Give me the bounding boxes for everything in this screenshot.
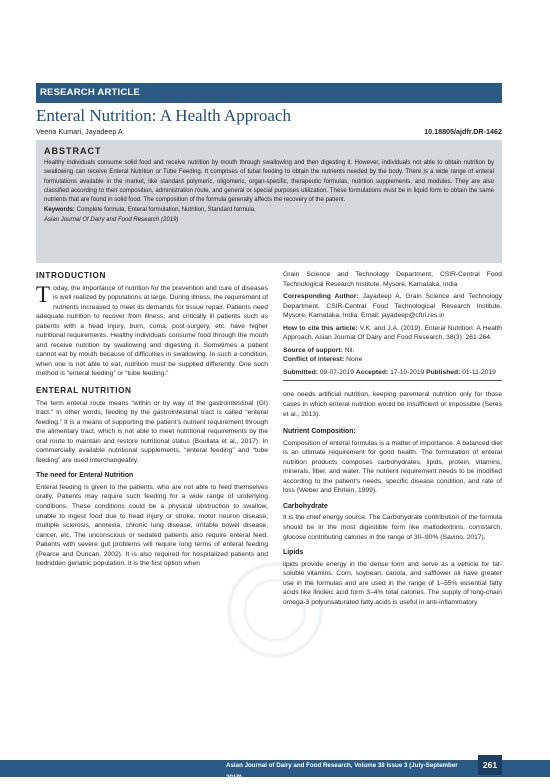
citation bbox=[283, 324, 502, 343]
right-column bbox=[283, 270, 502, 607]
abstract-journal: Asian Journal Of Dairy and Food Research (2019) bbox=[44, 216, 179, 223]
lipids-heading: Lipids bbox=[283, 549, 304, 557]
conflict-label: Conflict of interest: bbox=[283, 356, 345, 364]
need-heading: The need for Enteral Nutrition bbox=[36, 472, 134, 480]
footer-journal-line: Asian Journal of Dairy and Food Research, Volume 38 Issue 3 (July-September 2019) bbox=[226, 762, 458, 781]
doi-label: 10.18805/ajdfr.DR-1462 bbox=[424, 127, 502, 136]
submitted-label: Submitted: bbox=[283, 368, 318, 376]
article-metadata bbox=[283, 270, 502, 381]
conflict-text: None bbox=[346, 356, 363, 364]
drop-cap: T bbox=[36, 281, 51, 307]
accepted-label: Accepted: bbox=[355, 368, 389, 376]
accepted-date: 17-10-2019 bbox=[390, 368, 425, 376]
need-text: Enteral feeding is given to the patients, who are not able to feed themselves orally. Patients may require such feeding for a wide range of underlying conditions. These conditions could be a physical obstruction to swallow, unable to ingest food due to head injury or stroke, motor neuron disease, multiple sclerosis, anorexia, chronic lung disease, irritable bowel disease, cancer, etc. The unconscious or sedated patients also require enteral feed. Patients with severe gut problems will require long terms of enteral feeding (Pearce and Duncan, 2002). It is also required for hospitalized patients and bedridden geriatric population. It is the first option when bbox=[36, 483, 268, 568]
continued-text: one needs artificial nutrition, keeping parenteral nutrition only for those cases in which enteral nutrition would be insufficient or impossible (Seres et al., 2013). bbox=[283, 391, 502, 418]
affiliation: Grain Science and Technology Department, CSIR-Central Food Technological Research Institute, Mysore, Karnataka, India bbox=[283, 271, 502, 288]
abstract-box bbox=[36, 140, 502, 263]
introduction-text: oday, the importance of nutrition for the prevention and cure of diseases is well realized by populations at large. During illness, the requirement of nutrients increased to meet its demands for tissue repair. Patients need adequate nutrition to recover from illness, and critically ill patients such as patients with a head injury, burn, coma, post-surgery, etc. have higher nutritional requirements. Healthy individuals consume food through the mouth and receive nutrition by swallowing and digesting it. Sometimes a patient cannot eat by mouth because of difficulties in swallowing. In such a condition, when one is not able to eat, nutrition must be supplied differently. One such method is “enteral feeding” or “tube feeding.” bbox=[36, 284, 268, 378]
corresponding-author bbox=[283, 292, 502, 321]
enteral-nutrition-heading: ENTERAL NUTRITION bbox=[36, 386, 132, 396]
carbohydrate-heading: Carbohydrate bbox=[283, 502, 328, 510]
article-type-banner: RESEARCH ARTICLE bbox=[36, 83, 502, 103]
article-title: Enteral Nutrition: A Health Approach bbox=[36, 106, 291, 125]
carbohydrate-text: It is the chief energy source. The Carbohydrate contribution of the formula should be in the most digestible form like maltodextrins, cornstarch, glucose contributing calories in the range of 30–90% (Savino, 2017). bbox=[283, 514, 502, 541]
submission-dates bbox=[283, 368, 502, 378]
support-label: Source of support: bbox=[283, 346, 343, 354]
cite-label: How to cite this article: bbox=[283, 324, 358, 332]
source-of-support bbox=[283, 346, 502, 356]
enteral-nutrition-text: The term enteral route means “within or by way of the gastrointestinal (GI) tract.” In other words, feeding by the gastrointestinal tract is called “enteral feeding.” It is a means of supporting the patient’s nutrient requirement through the alimentary tract, which is not able to meet nutritional requirements by the oral route to maintain and restore nutritional status (Boullata et al., 2017). In commercially available nutritional supplements, “enteral feeding” and “tube feeding” are used interchangeably. bbox=[36, 399, 268, 464]
support-text: Nil. bbox=[344, 346, 355, 354]
keywords-line bbox=[44, 206, 494, 215]
submitted-date: 09-07-2019 bbox=[319, 368, 354, 376]
composition-heading: Nutrient Composition: bbox=[283, 428, 356, 436]
lipids-text: lipids provide energy in the dense form and serve as a vehicle for fat-soluble vitamins. Corn, soybean, canola, and safflower oil have greater use in the formulas and are used in the range of 1–55% essential fatty acids like linoleic acid form 3–4% total calories. The supply of long-chain omega-3 polyunsaturated fatty acids is useful in anti-inflammatory bbox=[283, 560, 502, 606]
corresponding-label: Corresponding Author: bbox=[283, 293, 359, 301]
left-column bbox=[36, 271, 268, 569]
page-number: 261 bbox=[478, 755, 502, 775]
introduction-paragraph bbox=[36, 281, 268, 379]
introduction-heading: INTRODUCTION bbox=[36, 271, 106, 280]
composition-text: Composition of enteral formulas is a matter of importance. A balanced diet is an ultimate requirement for good health. The formulation of enteral nutrition products composes carbohydrates, lipids, protein, vitamins, minerals, fiber, and water. The nutrient requirement needs to be modified according to the patient’s needs, specific disease condition, and rate of loss (Weber and Ehrlein, 1999). bbox=[283, 439, 502, 495]
abstract-heading: ABSTRACT bbox=[44, 146, 102, 156]
conflict-of-interest bbox=[283, 355, 502, 365]
published-date: 01-11-2019 bbox=[462, 368, 496, 376]
keywords-label: Keywords: bbox=[44, 207, 75, 214]
author-list: Veena Kumari, Jayadeep A bbox=[36, 127, 123, 136]
cite-text: V.K. and J.A. (2019). Enteral Nutrition: A Health Approach. Asian Journal Of Dairy and Food Research, 38(3): 261-264. bbox=[283, 324, 502, 342]
published-label: Published: bbox=[426, 368, 461, 376]
abstract-text: Healthy individuals consume solid food and receive nutrition by mouth through swallowing and then digesting it. However, individuals not able to obtain nutrition by swallowing can receive Enteral Nutrition or Tube Feeding. It comprises of tubal feeding to obtain the nutrients needed by the body. There is a wide range of enteral formulations available in the market, like standard polymeric, oligomeric, organ-specific, therapeutic formulas, nutrition supplements, and modules. They are also classified according to their composition, administration route, and general or special purposes utilization. These formulations must be in liquid form to obtain the same nutrients that are found in solid food. The composition of the formula generally affects the recovery of the patient. bbox=[44, 160, 494, 204]
keywords-text: Complete formula, Enteral formulation, Nutrition, Standard formula. bbox=[76, 207, 256, 214]
corresponding-text: Jayadeep A, Grain Science and Technology Department, CSIR-Central Food Technological Research Institute, Mysore, Karnataka, India. Email: jayadeep@cftri.res.in bbox=[283, 293, 502, 320]
watermark-logo bbox=[80, 560, 470, 660]
